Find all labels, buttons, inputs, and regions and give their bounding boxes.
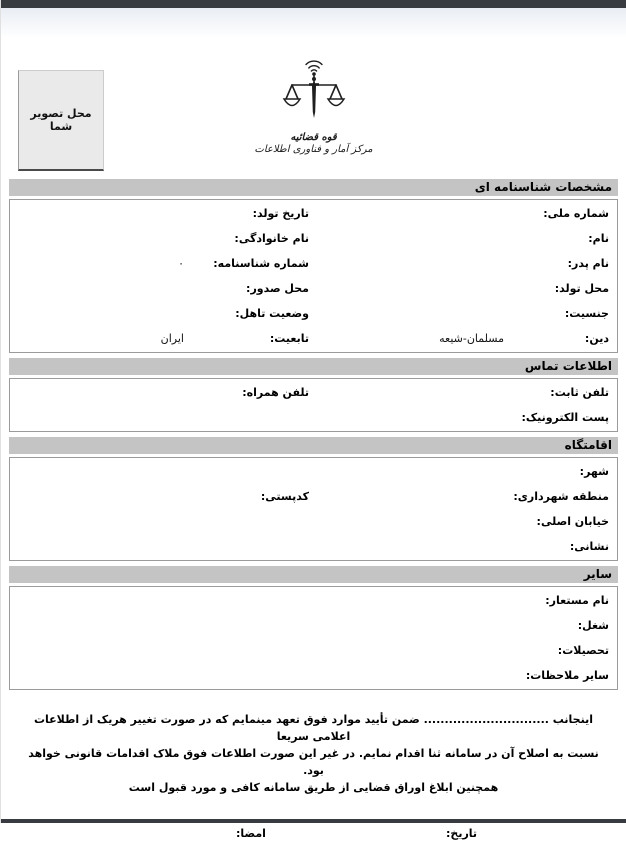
field-row (10, 301, 617, 326)
field-row (10, 534, 617, 559)
email-label: پست الکترونیک: (521, 411, 609, 424)
section-header-contact: اطلاعات تماس (9, 358, 618, 375)
birthplace-label: محل تولد: (554, 282, 609, 295)
judiciary-logo (204, 54, 424, 155)
id-card-number-value: ۰ (178, 257, 184, 270)
birthdate-label: تاریخ تولد: (252, 207, 309, 220)
section-header-other: سایر (9, 566, 618, 583)
field-row (10, 276, 617, 301)
agreement-line-2: نسبت به اصلاح آن در سامانه ثنا اقدام نمایم. در غیر این صورت اطلاعات فوق ملاک اقدامات قانونی خواهد بود. (28, 747, 599, 777)
id-card-number-label: شماره شناسنامه: (213, 257, 309, 270)
municipal-district-label: منطقه شهرداری: (513, 490, 609, 503)
agreement-text (9, 711, 618, 796)
education-label: تحصیلات: (557, 644, 609, 657)
bottom-bar (1, 819, 626, 823)
other-box (9, 586, 618, 690)
gender-label: جنسیت: (564, 307, 609, 320)
nationality-label: تابعیت: (269, 332, 309, 345)
first-name-label: نام: (588, 232, 609, 245)
alias-label: نام مستعار: (545, 594, 609, 607)
logo-title: قوه قضائیه (290, 132, 337, 143)
main-street-label: خیابان اصلی: (536, 515, 609, 528)
form-content (9, 179, 618, 867)
postal-code-label: کدپستی: (260, 490, 309, 503)
field-row (10, 638, 617, 663)
issue-place-label: محل صدور: (246, 282, 309, 295)
other-notes-label: سایر ملاحظات: (525, 669, 609, 682)
marital-status-label: وضعیت تاهل: (235, 307, 309, 320)
field-row (10, 251, 617, 276)
last-name-label: نام خانوادگی: (234, 232, 309, 245)
field-row (10, 484, 617, 509)
field-row (10, 588, 617, 613)
logo-subtitle: مرکز آمار و فناوری اطلاعات (254, 144, 373, 155)
field-row (10, 459, 617, 484)
field-row (10, 226, 617, 251)
form-masthead (1, 8, 626, 178)
field-row (10, 663, 617, 688)
religion-value: مسلمان-شیعه (439, 332, 504, 345)
contact-box (9, 378, 618, 432)
field-row (10, 509, 617, 534)
photo-placeholder (18, 70, 104, 171)
residence-box (9, 457, 618, 561)
agreement-line-1: اینجانب .............................. ضمن تأیید موارد فوق تعهد مینمایم که در صورت تغییر هریک از اطلاعات اعلامی سریعا (33, 713, 593, 743)
photo-placeholder-label: محل تصویر شما (30, 107, 92, 133)
mobile-label: تلفن همراه: (242, 386, 309, 399)
address-label: نشانی: (569, 540, 609, 553)
field-row (10, 613, 617, 638)
top-bar (1, 0, 626, 8)
date-label: تاریخ: (446, 827, 478, 840)
signature-label: امضا: (236, 827, 266, 840)
section-header-id-details: مشخصات شناسنامه ای (9, 179, 618, 196)
nationality-value: ایران (160, 332, 184, 345)
signature-row (9, 827, 618, 867)
field-row (10, 380, 617, 405)
field-row (10, 326, 617, 351)
national-id-label: شماره ملی: (543, 207, 609, 220)
scales-of-justice-wifi-icon (279, 54, 349, 134)
city-label: شهر: (579, 465, 609, 478)
agreement-line-3: همچنین ابلاغ اوراق قضایی از طریق سامانه کافی و مورد قبول است (128, 781, 499, 794)
landline-label: تلفن ثابت: (550, 386, 609, 399)
field-row (10, 405, 617, 430)
religion-label: دین: (584, 332, 609, 345)
id-details-box (9, 199, 618, 353)
section-header-residence: اقامتگاه (9, 437, 618, 454)
field-row (10, 201, 617, 226)
father-name-label: نام پدر: (567, 257, 609, 270)
job-label: شغل: (577, 619, 609, 632)
